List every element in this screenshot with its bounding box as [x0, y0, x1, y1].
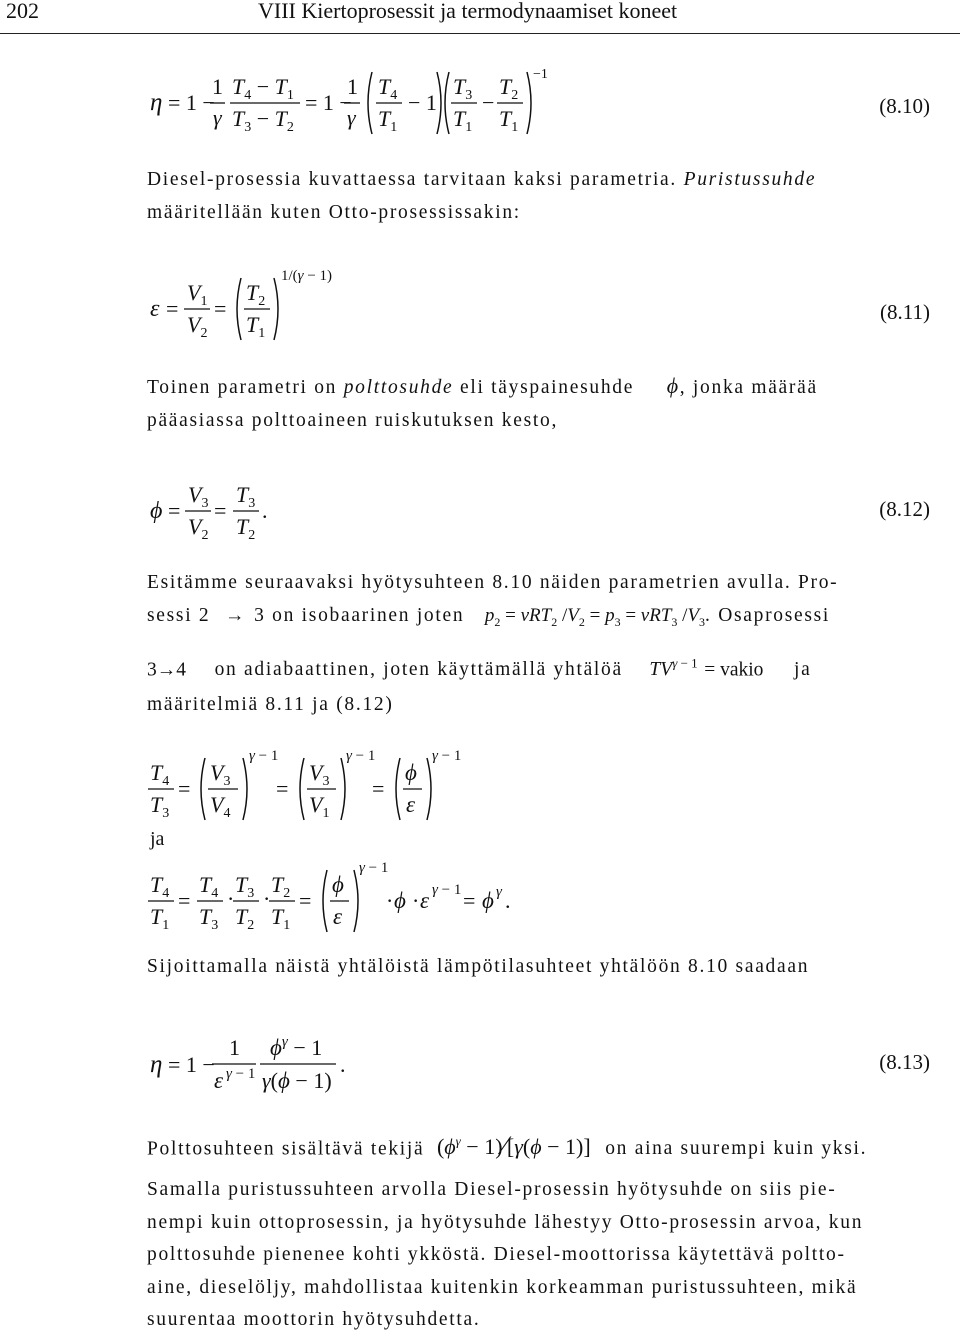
svg-text:γ − 1: γ − 1 — [359, 860, 389, 876]
svg-text:T4: $T_4$ — [150, 760, 170, 789]
svg-text:ϕ: ϕ — [482, 888, 494, 913]
svg-text:T4: $T_4$ — [150, 872, 170, 901]
page-number: 202 — [6, 0, 39, 23]
svg-text:= 1 −: = 1 − — [168, 1052, 215, 1077]
svg-text:=: = — [214, 296, 227, 321]
paragraph-substitution — [147, 951, 953, 984]
arrow-symbol: → — [224, 604, 247, 626]
svg-text:=: = — [299, 888, 312, 913]
svg-text:− 1: − 1 — [408, 90, 437, 115]
svg-text:ε: ε — [420, 888, 430, 913]
svg-text:T1: $T_1$ — [499, 106, 519, 135]
svg-text:−: − — [482, 90, 495, 115]
svg-text:ϕ: ϕ — [394, 888, 406, 913]
header-rule — [0, 33, 960, 34]
svg-text:=: = — [372, 776, 385, 801]
paragraph-text: Toinen parametri on — [147, 377, 338, 398]
paragraph-line: suurentaa moottorin hyötysuhdetta. — [147, 1309, 481, 1330]
paragraph-line — [147, 648, 953, 687]
svg-text:T2: $T_2$ — [235, 904, 255, 933]
paragraph-text: Sijoittamalla näistä yhtälöistä lämpötilasuhteet yhtälöön 8.10 saadaan — [147, 956, 810, 977]
svg-text:V3: $V_3$ — [210, 760, 231, 789]
svg-text:T1: $T_1$ — [150, 904, 170, 933]
paragraph-text: pääasiassa polttoaineen ruiskutuksen kesto, — [147, 409, 559, 431]
equation-number-8-13: (8.13) — [879, 1050, 930, 1074]
svg-text:1: 1 — [212, 74, 223, 99]
svg-text:ϕ: ϕ — [150, 498, 163, 524]
svg-text:·: · — [412, 888, 420, 913]
svg-text:γ − 1: γ − 1 — [226, 1066, 256, 1082]
svg-text:T3: $T_3$ — [453, 74, 473, 103]
paragraph-line: Esitämme seuraavaksi hyötysuhteen 8.10 näiden parametrien avulla. Pro- — [147, 572, 839, 593]
svg-text:=: = — [166, 296, 179, 321]
svg-text:T2: $T_2$ — [499, 74, 519, 103]
phi-symbol: ϕ — [666, 373, 680, 398]
svg-text:γ − 1: γ − 1 — [249, 748, 279, 764]
paragraph-text: eli täyspainesuhde — [460, 377, 635, 398]
svg-text:·: · — [227, 886, 235, 911]
equation-t4-over-t1 — [0, 858, 960, 948]
paragraph-text: on adiabaattinen, joten käyttämällä yhtälöä — [214, 659, 623, 681]
paragraph-factor — [147, 1126, 953, 1166]
equation-8-12 — [0, 474, 960, 554]
paragraph-text: ja — [794, 659, 812, 681]
term-puristussuhde: Puristussuhde — [683, 169, 817, 190]
svg-text:V3: $V_3$ — [309, 760, 330, 789]
svg-text:.: . — [505, 888, 511, 913]
svg-text:η: η — [150, 1051, 163, 1078]
svg-text:T4 − T1: $T_4 - T_1$ — [232, 74, 294, 103]
svg-text:η: η — [150, 89, 163, 116]
svg-text:= 1 −: = 1 − — [305, 90, 352, 115]
paragraph-line: määritelmiä 8.11 ja (8.12) — [147, 693, 394, 715]
equation-number-8-10: (8.10) — [879, 94, 930, 118]
paragraph-text: sessi 2 — [147, 604, 211, 626]
chapter-title: VIII Kiertoprosessit ja termodynaamiset koneet — [258, 0, 678, 23]
svg-text:.: . — [340, 1052, 346, 1077]
svg-text:ε: ε — [150, 296, 160, 322]
paragraph-text: , jonka määrää — [679, 377, 818, 398]
svg-text:V2: $V_2$ — [187, 312, 208, 341]
equation-number-8-11: (8.11) — [880, 300, 930, 324]
paragraph-text: on aina suurempi kuin yksi. — [605, 1138, 868, 1160]
term-polttosuhde: polttosuhde — [343, 377, 454, 398]
svg-text:γ: γ — [347, 105, 356, 130]
equation-t4-over-t3 — [0, 744, 960, 834]
svg-text:γ: γ — [496, 884, 502, 900]
svg-text:1/(γ − 1): 1/(γ − 1) — [281, 268, 333, 284]
svg-text:−1: −1 — [533, 67, 548, 82]
paragraph-text: = vakio — [704, 659, 764, 681]
svg-text:T1: $T_1$ — [453, 106, 473, 135]
svg-text:T4: $T_4$ — [199, 872, 219, 901]
svg-text:T3: $T_3$ — [150, 792, 170, 821]
svg-text:ε: ε — [214, 1068, 224, 1093]
svg-text:=: = — [276, 776, 289, 801]
svg-text:1: 1 — [229, 1035, 240, 1060]
svg-text:T1: $T_1$ — [271, 904, 291, 933]
paragraph-parameters-intro — [147, 164, 953, 229]
svg-text:V4: $V_4$ — [210, 792, 231, 821]
ja-label: ja — [150, 828, 165, 850]
equation-8-13 — [0, 1026, 960, 1116]
svg-text:V1: $V_1$ — [309, 792, 330, 821]
svg-text:γ: γ — [213, 105, 222, 130]
svg-text:T3: $T_3$ — [236, 482, 256, 511]
svg-text:V3: $V_3$ — [188, 482, 209, 511]
svg-text:T3: $T_3$ — [199, 904, 219, 933]
equation-8-11 — [0, 268, 960, 358]
svg-text:T2: $T_2$ — [236, 514, 256, 543]
svg-text:·: · — [386, 888, 394, 913]
svg-text:ϕγ − 1: $\phi^\gamma - 1$ — [270, 1034, 323, 1060]
paragraph-text: 3 on isobaarinen joten — [254, 604, 465, 626]
paragraph-line: Samalla puristussuhteen arvolla Diesel-prosessin hyötysuhde on siis pie- — [147, 1179, 837, 1200]
svg-text:ϕ: ϕ — [332, 872, 344, 897]
paragraph-line: polttosuhde pienenee kohti ykköstä. Diesel-moottorissa käytettävä poltto- — [147, 1244, 846, 1265]
svg-text:T1: $T_1$ — [246, 312, 266, 341]
svg-text:γ − 1: γ − 1 — [432, 748, 462, 764]
svg-text:T1: $T_1$ — [378, 106, 398, 135]
svg-text:ε: ε — [333, 904, 343, 929]
adiabatic-relation: $TV^{\gamma - 1}$ — [649, 655, 698, 681]
equation-number-8-12: (8.12) — [879, 497, 930, 521]
svg-text:=: = — [463, 888, 476, 913]
paragraph-text: Polttosuhteen sisältävä tekijä — [147, 1138, 425, 1160]
paragraph-line: nempi kuin ottoprosessin, ja hyötysuhde lähestyy Otto-prosessin arvoa, kun — [147, 1211, 864, 1233]
svg-text:·: · — [263, 886, 271, 911]
svg-text:ϕ: ϕ — [405, 760, 417, 785]
paragraph-line — [147, 600, 953, 638]
svg-text:γ − 1: γ − 1 — [346, 748, 376, 764]
paragraph-text: määritellään kuten Otto-prosessissakin: — [147, 201, 521, 223]
svg-text:γ(ϕ − 1): γ(ϕ − 1) — [262, 1068, 332, 1093]
svg-text:V2: $V_2$ — [188, 514, 209, 543]
svg-text:T3: $T_3$ — [235, 872, 255, 901]
svg-text:=: = — [178, 776, 191, 801]
process-3-to-4: 3→4 — [147, 659, 186, 681]
page-header — [0, 0, 960, 36]
isobaric-relation: $p_2 = \nu RT_2$ $/V_2 = p_3 = \nu RT_3$ $/V_3$ — [484, 604, 706, 629]
svg-text:γ − 1: γ − 1 — [432, 882, 462, 898]
svg-text:1: 1 — [347, 74, 358, 99]
paragraph-conclusion — [147, 1174, 953, 1337]
svg-text:= 1 −: = 1 − — [168, 90, 215, 115]
paragraph-polttosuhde — [147, 370, 953, 437]
svg-text:=: = — [214, 498, 227, 523]
svg-text:ε: ε — [406, 792, 416, 817]
svg-text:T4: $T_4$ — [378, 74, 398, 103]
svg-text:T2: $T_2$ — [271, 872, 291, 901]
svg-text:.: . — [262, 498, 268, 523]
svg-text:T2: $T_2$ — [246, 280, 266, 309]
factor-expression: ($\phi^\gamma$ − 1)⁄[γ(ϕ − 1)] — [436, 1131, 591, 1161]
paragraph-derivation — [147, 567, 953, 721]
paragraph-text: Diesel-prosessia kuvattaessa tarvitaan kaksi parametria. — [147, 169, 677, 190]
svg-text:=: = — [178, 888, 191, 913]
equation-8-10 — [0, 62, 960, 152]
svg-text:V1: $V_1$ — [187, 280, 208, 309]
svg-text:=: = — [168, 498, 181, 523]
svg-text:T3 − T2: $T_3 - T_2$ — [232, 106, 294, 135]
paragraph-line: aine, dieselöljy, mahdollistaa kuitenkin korkeamman puristussuhteen, mikä — [147, 1276, 858, 1298]
paragraph-text: . Osaprosessi — [705, 604, 831, 626]
